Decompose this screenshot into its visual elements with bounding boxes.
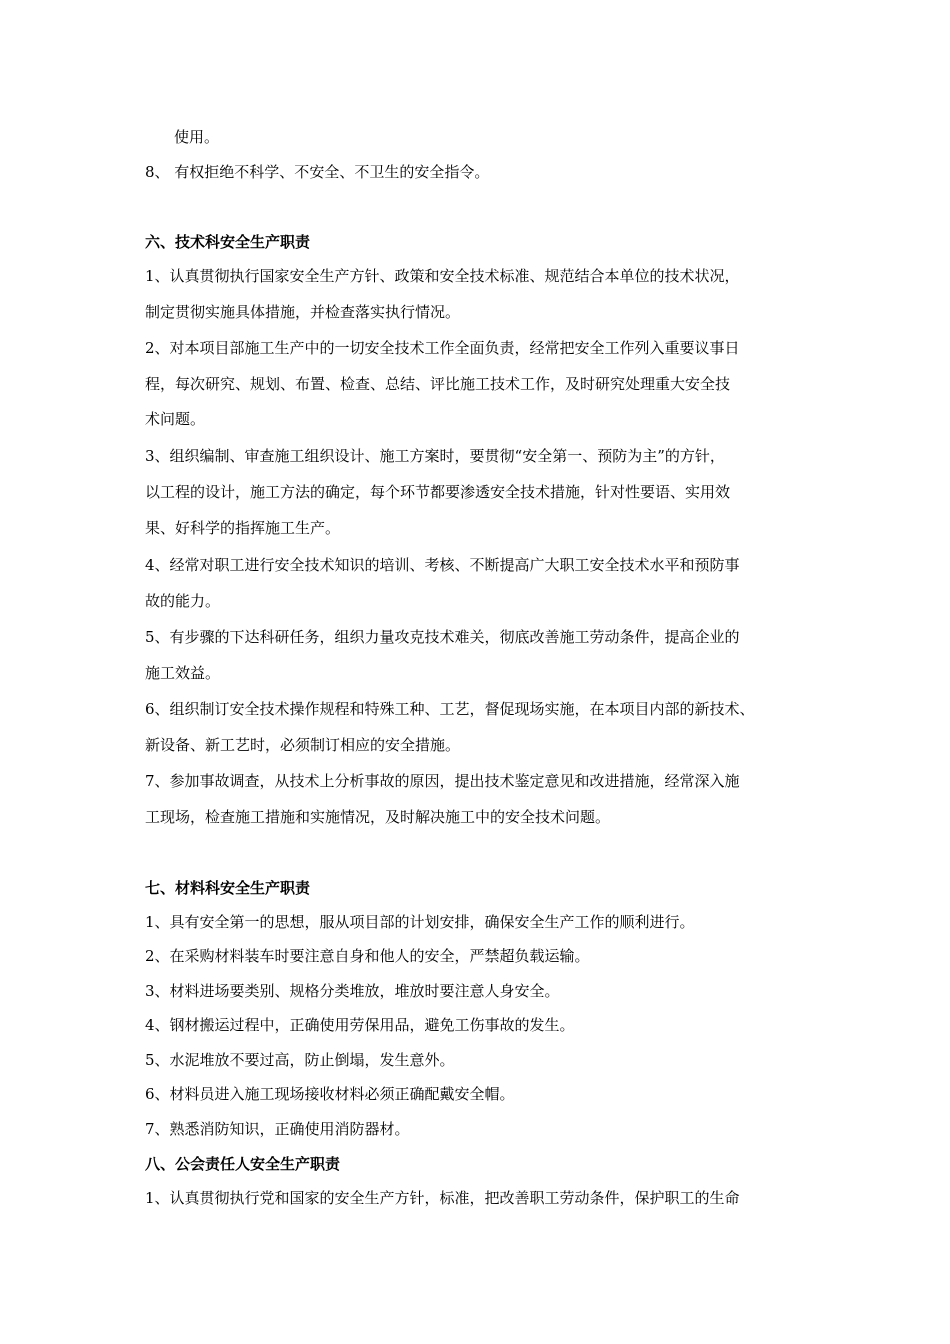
paragraph-line: 7、熟悉消防知识，正确使用消防器材。	[145, 1120, 410, 1138]
paragraph-line: 2、在采购材料装车时要注意自身和他人的安全，严禁超负载运输。	[145, 947, 590, 965]
paragraph-line: 3、组织编制、审查施工组织设计、施工方案时，要贯彻“安全第一、预防为主”的方针，	[145, 447, 725, 465]
paragraph-line: 1、认真贯彻执行国家安全生产方针、政策和安全技术标准、规范结合本单位的技术状况，	[145, 267, 740, 285]
section-heading: 六、技术科安全生产职责	[145, 233, 311, 251]
paragraph-line: 2、对本项目部施工生产中的一切安全技术工作全面负责，经常把安全工作列入重要议事日	[145, 339, 740, 357]
paragraph-line: 5、有步骤的下达科研任务，组织力量攻克技术难关，彻底改善施工劳动条件，提高企业的	[145, 628, 740, 646]
paragraph-line: 1、认真贯彻执行党和国家的安全生产方针，标准，把改善职工劳动条件，保护职工的生命	[145, 1189, 740, 1207]
paragraph-line: 5、水泥堆放不要过高，防止倒塌，发生意外。	[145, 1051, 455, 1069]
paragraph-line: 程，每次研究、规划、布置、检查、总结、评比施工技术工作，及时研究处理重大安全技	[145, 375, 731, 393]
paragraph-line: 制定贯彻实施具体措施，并检查落实执行情况。	[145, 303, 461, 321]
paragraph-line: 施工效益。	[145, 664, 221, 682]
paragraph-line: 6、材料员进入施工现场接收材料必须正确配戴安全帽。	[145, 1085, 515, 1103]
section-heading: 七、材料科安全生产职责	[145, 879, 311, 897]
list-item: 8、 有权拒绝不科学、不安全、不卫生的安全指令。	[145, 163, 490, 181]
paragraph-line: 故的能力。	[145, 592, 221, 610]
paragraph-line: 3、材料进场要类别、规格分类堆放，堆放时要注意人身安全。	[145, 982, 560, 1000]
paragraph-line: 工现场，检查施工措施和实施情况，及时解决施工中的安全技术问题。	[145, 808, 611, 826]
paragraph-line: 6、组织制订安全技术操作规程和特殊工种、工艺，督促现场实施，在本项目内部的新技术、	[145, 700, 755, 718]
paragraph-line: 1、具有安全第一的思想，服从项目部的计划安排，确保安全生产工作的顺利进行。	[145, 913, 695, 931]
paragraph-line: 术问题。	[145, 410, 206, 428]
paragraph-line: 以工程的设计，施工方法的确定，每个环节都要渗透安全技术措施，针对性要语、实用效	[145, 483, 731, 501]
continuation-text: 使用。	[174, 128, 220, 146]
paragraph-line: 新设备、新工艺时，必须制订相应的安全措施。	[145, 736, 461, 754]
paragraph-line: 4、经常对职工进行安全技术知识的培训、考核、不断提高广大职工安全技术水平和预防事	[145, 556, 740, 574]
paragraph-line: 7、参加事故调查，从技术上分析事故的原因，提出技术鉴定意见和改进措施，经常深入施	[145, 772, 740, 790]
paragraph-line: 4、钢材搬运过程中，正确使用劳保用品，避免工伤事故的发生。	[145, 1016, 575, 1034]
section-heading: 八、公会责任人安全生产职责	[145, 1155, 341, 1173]
paragraph-line: 果、好科学的指挥施工生产。	[145, 519, 341, 537]
